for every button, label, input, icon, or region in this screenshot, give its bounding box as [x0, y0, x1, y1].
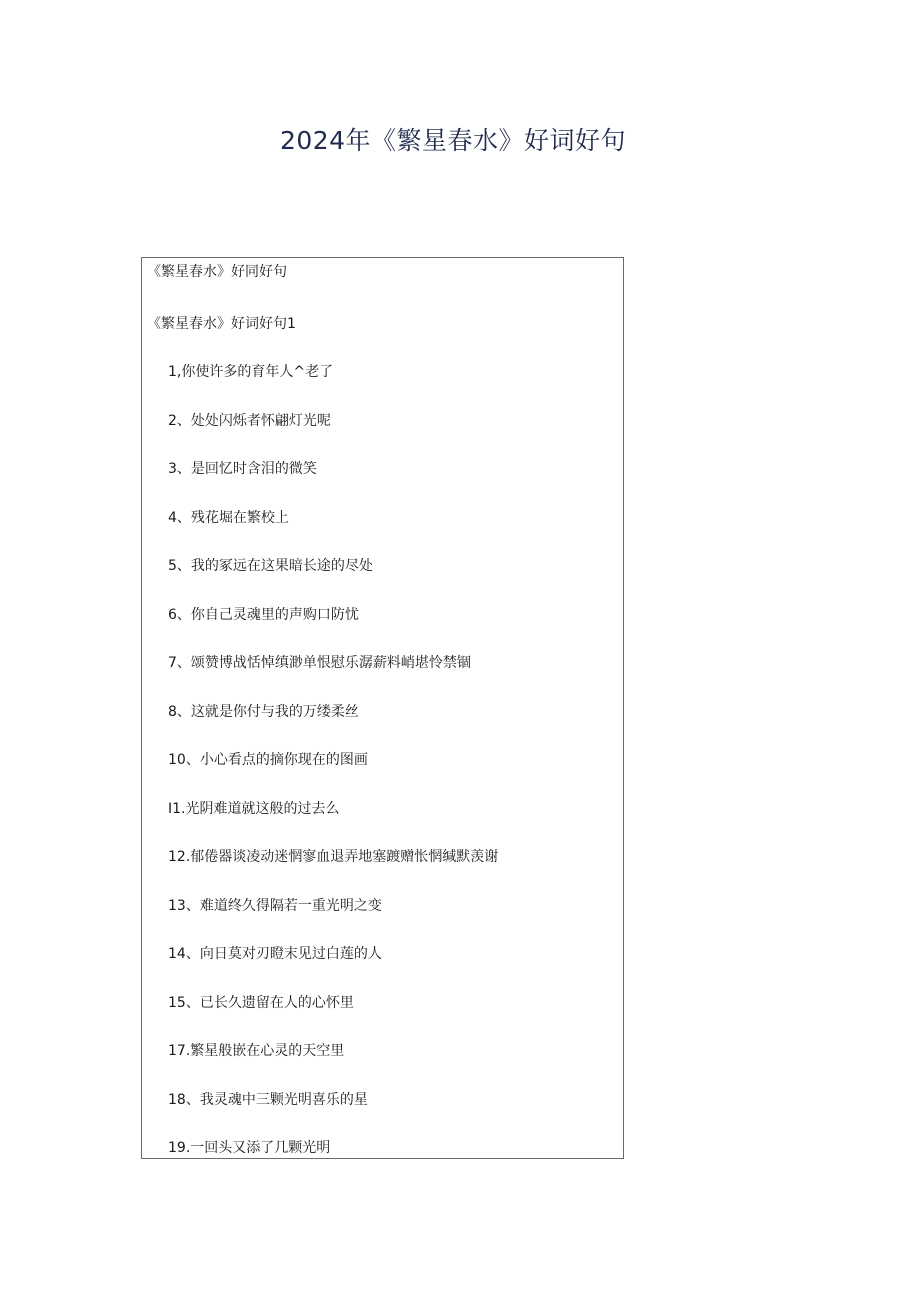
list-item: 10、小心看点的摘你现在的图画 [168, 752, 368, 768]
list-item: 17.繁星般嵌在心灵的天空里 [168, 1043, 345, 1059]
list-item: I1.光阴难道就这般的过去么 [168, 801, 340, 817]
page-title: 2024年《繁星春水》好词好句 [279, 126, 627, 155]
list-item: 7、颂赞博战恬悼缜渺单恨慰乐潺薪料峭堪怜禁锢 [168, 655, 471, 671]
list-item: 19.一回头又添了几颗光明 [168, 1140, 331, 1156]
list-item: 1,你使许多的育年人^老了 [168, 364, 334, 380]
list-item: 15、已长久遗留在人的心怀里 [168, 995, 354, 1011]
content-box [141, 257, 624, 1159]
list-item: 5、我的冢远在这果暗长途的尽处 [168, 558, 373, 574]
list-item: 4、残花堀在繁校上 [168, 510, 289, 526]
box-subheader: 《繁星春水》好词好句1 [147, 316, 296, 332]
list-item: 18、我灵魂中三颗光明喜乐的星 [168, 1092, 368, 1108]
box-header: 《繁星春水》好同好句 [147, 264, 287, 280]
list-item: 6、你自己灵魂里的声购口防忧 [168, 607, 359, 623]
list-item: 13、难道终久得隔若一重光明之变 [168, 898, 382, 914]
list-item: 14、向日莫对刃瞪末见过白莲的人 [168, 946, 382, 962]
list-item: 2、处处闪烁者怀翩灯光呢 [168, 413, 331, 429]
list-item: 12.郁倦器谈凌动迷惘寥血退弄地塞踱赠怅惘缄默羡谢 [168, 849, 499, 865]
list-item: 3、是回忆时含泪的微笑 [168, 461, 317, 477]
list-item: 8、这就是你付与我的万缕柔丝 [168, 704, 359, 720]
